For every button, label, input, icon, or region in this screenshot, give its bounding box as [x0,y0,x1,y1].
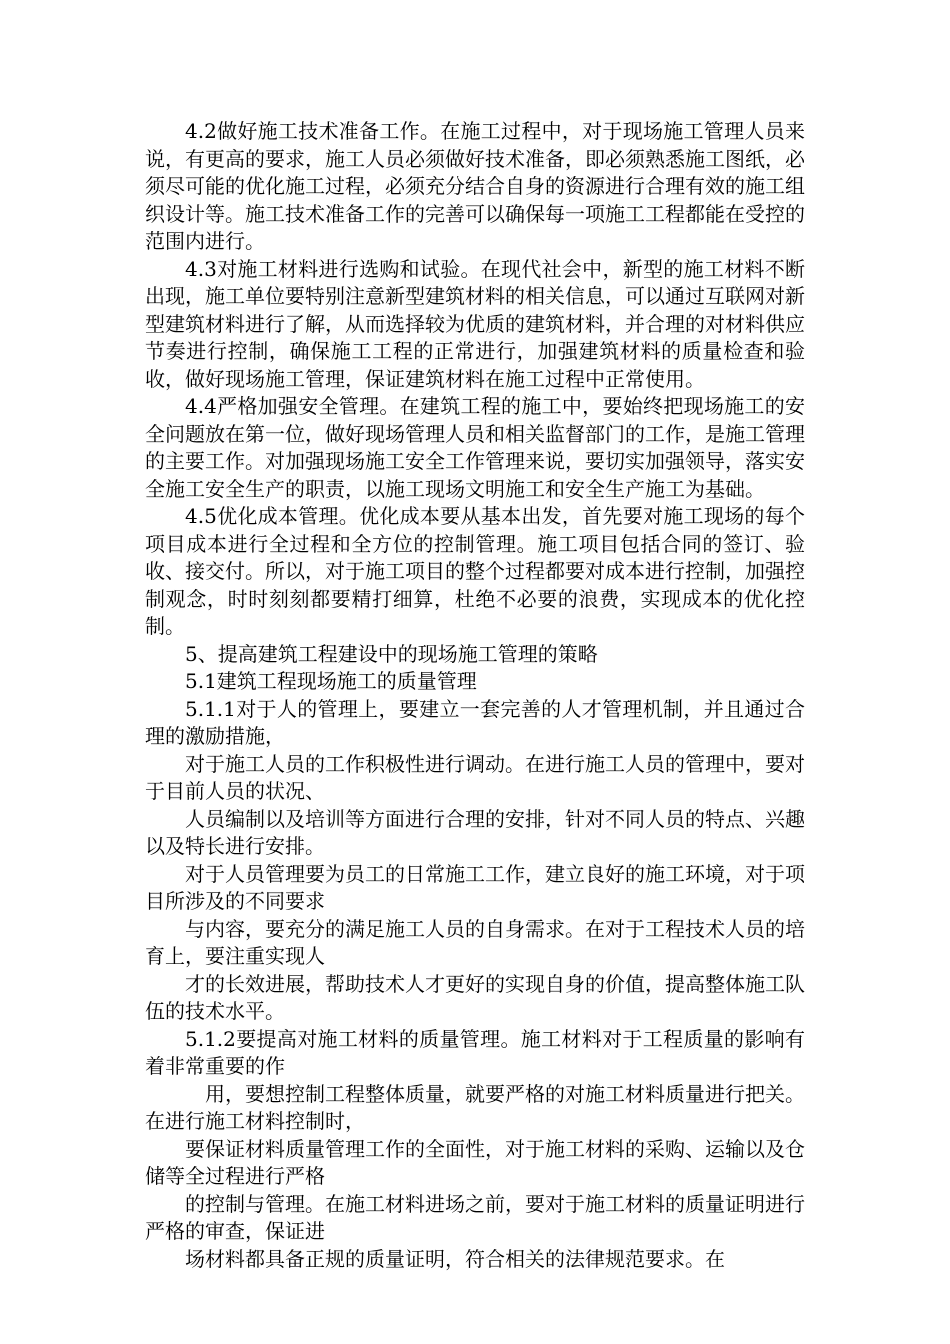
paragraph-4-2: 4.2做好施工技术准备工作。在施工过程中，对于现场施工管理人员来说，有更高的要求，施工人员必须做好技术准备，即必须熟悉施工图纸，必须尽可能的优化施工过程，必须充分结合自身的资源进行合理有效的施工组织设计等。施工技术准备工作的完善可以确保每一项施工工程都能在受控的范围内进行。 [145,119,805,253]
paragraph-5-1-1-cont-5: 才的长效进展，帮助技术人才更好的实现自身的价值，提高整体施工队伍的技术水平。 [145,971,805,1023]
paragraph-5-1-1-cont-3: 对于人员管理要为员工的日常施工工作，建立良好的施工环境，对于项目所涉及的不同要求 [145,861,805,913]
paragraph-5-1-2-cont-3: 的控制与管理。在施工材料进场之前，要对于施工材料的质量证明进行严格的审查，保证进 [145,1191,805,1243]
paragraph-5-1-2: 5.1.2要提高对施工材料的质量管理。施工材料对于工程质量的影响有着非常重要的作 [145,1026,805,1078]
paragraph-5-1-2-cont-4: 场材料都具备正规的质量证明，符合相关的法律规范要求。在 [185,1246,725,1271]
paragraph-4-5: 4.5优化成本管理。优化成本要从基本出发，首先要对施工现场的每个项目成本进行全过程和全方位的控制管理。施工项目包括合同的签订、验收、接交付。所以，对于施工项目的整个过程都要对成本进行控制，加强控制观念，时时刻刻都要精打细算，杜绝不必要的浪费，实现成本的优化控制。 [145,504,805,638]
paragraph-5-1-1-cont-2: 人员编制以及培训等方面进行合理的安排，针对不同人员的特点、兴趣以及特长进行安排。 [145,806,805,858]
paragraph-4-3: 4.3对施工材料进行选购和试验。在现代社会中，新型的施工材料不断出现，施工单位要特别注意新型建筑材料的相关信息，可以通过互联网对新型建筑材料进行了解，从而选择较为优质的建筑材料，并合理的对材料供应节奏进行控制，确保施工工程的正常进行，加强建筑材料的质量检查和验收，做好现场施工管理，保证建筑材料在施工过程中正常使用。 [145,256,805,391]
paragraph-5-1-2-cont-1: 用，要想控制工程整体质量，就要严格的对施工材料质量进行把关。在进行施工材料控制时， [145,1081,805,1133]
paragraph-5-1-1-cont-4: 与内容，要充分的满足施工人员的自身需求。在对于工程技术人员的培育上，要注重实现人 [145,916,805,968]
document-body [145,118,805,1273]
paragraph-5-1-1-cont-1: 对于施工人员的工作积极性进行调动。在进行施工人员的管理中，要对于目前人员的状况、 [145,751,805,803]
paragraph-5-1-1: 5.1.1对于人的管理上，要建立一套完善的人才管理机制，并且通过合理的激励措施， [145,696,805,748]
heading-section-5-1: 5.1建筑工程现场施工的质量管理 [185,669,477,693]
paragraph-5-1-2-cont-2: 要保证材料质量管理工作的全面性，对于施工材料的采购、运输以及仓储等全过程进行严格 [145,1136,805,1188]
heading-section-5: 5、提高建筑工程建设中的现场施工管理的策略 [185,641,598,666]
paragraph-4-4: 4.4严格加强安全管理。在建筑工程的施工中，要始终把现场施工的安全问题放在第一位，做好现场管理人员和相关监督部门的工作，是施工管理的主要工作。对加强现场施工安全工作管理来说，要切实加强领导，落实安全施工安全生产的职责，以施工现场文明施工和安全生产施工为基础。 [145,394,805,501]
